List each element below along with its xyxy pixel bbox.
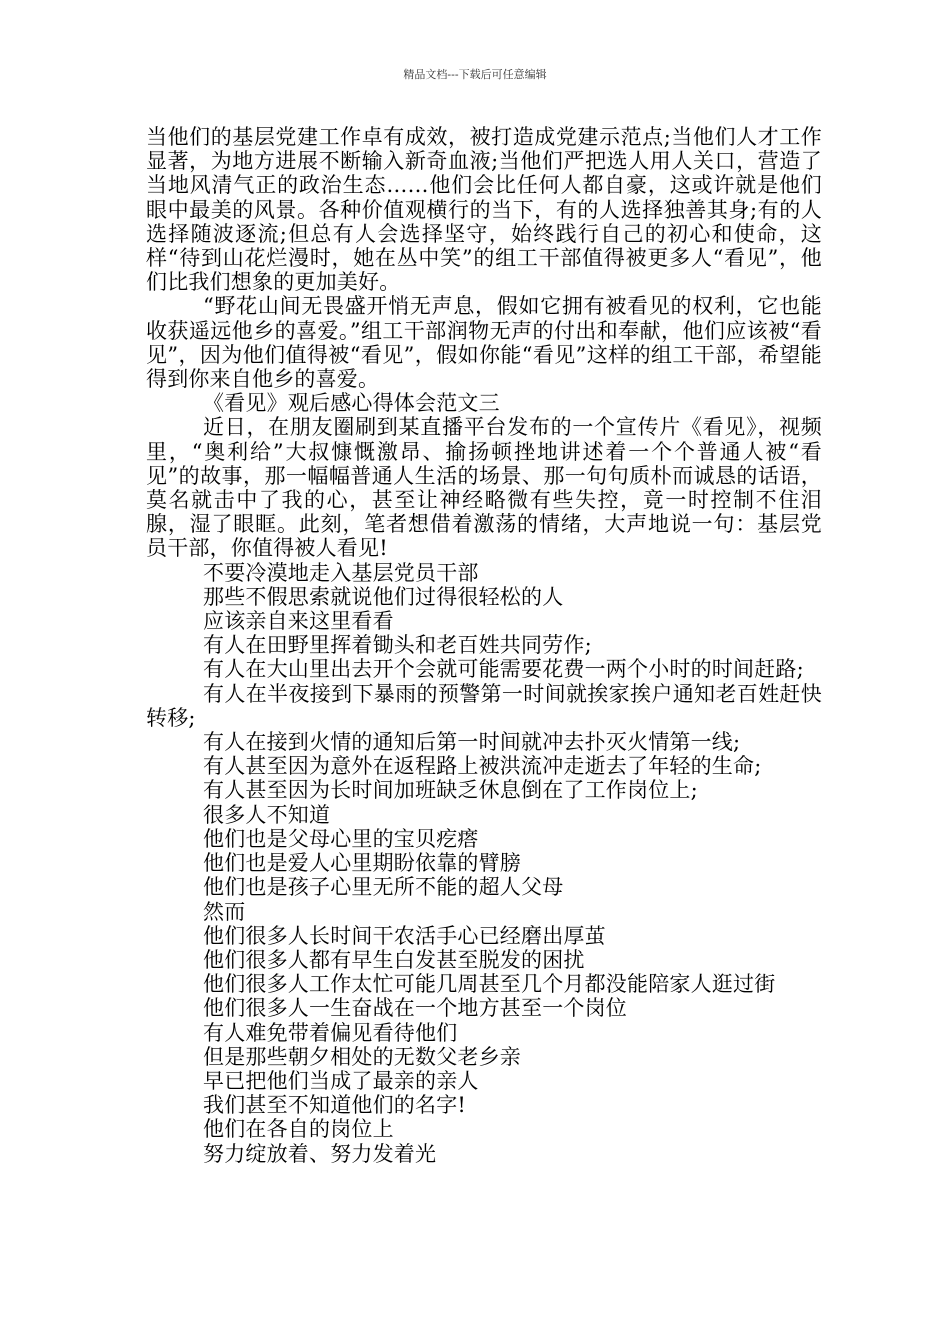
- paragraph: 应该亲自来这里看看: [203, 609, 394, 634]
- paragraph: 他们很多人长时间干农活手心已经磨出厚茧: [203, 923, 606, 948]
- paragraph: 有人在大山里出去开个会就可能需要花费一两个小时的时间赶路;: [203, 657, 804, 682]
- document-body: [146, 125, 822, 1166]
- paragraph: 他们很多人都有早生白发甚至脱发的困扰: [203, 947, 585, 972]
- paragraph: 有人在半夜接到下暴雨的预警第一时间就挨家挨户通知老百姓赶快转移;: [146, 681, 822, 730]
- paragraph: 他们也是孩子心里无所不能的超人父母: [203, 875, 564, 900]
- paragraph: 有人在接到火情的通知后第一时间就冲去扑灭火情第一线;: [203, 730, 741, 755]
- paragraph: 那些不假思索就说他们过得很轻松的人: [203, 584, 564, 609]
- paragraph: “野花山间无畏盛开悄无声息，假如它拥有被看见的权利，它也能收获遥远他乡的喜爱。”组工干部润物无声的付出和奉献，他们应该被“看见”，因为他们值得被“看见”，假如你能“看见”这样的组工干部，希望能得到你来自他乡的喜爱。: [146, 294, 822, 392]
- paragraph: 近日，在朋友圈刷到某直播平台发布的一个宣传片《看见》，视频里，“奥利给”大叔慷慨激昂、揄扬顿挫地讲述着一个个普通人被“看见”的故事，那一幅幅普通人生活的场景、那一句句质朴而诚恳的话语，莫名就击中了我的心，甚至让神经略微有些失控，竟一时控制不住泪腺，湿了眼眶。此刻，笔者想借着激荡的情绪，大声地说一句：基层党员干部，你值得被人看见!: [146, 415, 822, 561]
- paragraph: 不要冷漠地走入基层党员干部: [203, 560, 479, 585]
- paragraph: 有人甚至因为意外在返程路上被洪流冲走逝去了年轻的生命;: [203, 754, 762, 779]
- paragraph: 他们也是父母心里的宝贝疙瘩: [203, 826, 479, 851]
- paragraph: 他们在各自的岗位上: [203, 1117, 394, 1142]
- paragraph: 早已把他们当成了最亲的亲人: [203, 1068, 479, 1093]
- page-header: 精品文档---下载后可任意编辑: [403, 68, 547, 81]
- paragraph: 有人难免带着偏见看待他们: [203, 1020, 458, 1045]
- paragraph: 当他们的基层党建工作卓有成效，被打造成党建示范点;当他们人才工作显著，为地方进展不断输入新奇血液;当他们严把选人用人关口，营造了当地风清气正的政治生态……他们会比任何人都自豪，这或许就是他们眼中最美的风景。各种价值观横行的当下，有的人选择独善其身;有的人选择随波逐流;但总有人会选择坚守，始终践行自己的初心和使命，这样“待到山花烂漫时，她在丛中笑”的组工干部值得被更多人“看见”，他们比我们想象的更加美好。: [146, 125, 822, 295]
- paragraph: 我们甚至不知道他们的名字!: [203, 1093, 467, 1118]
- paragraph: 但是那些朝夕相处的无数父老乡亲: [203, 1044, 521, 1069]
- paragraph: 他们也是爱人心里期盼依靠的臂膀: [203, 851, 521, 876]
- paragraph: 有人甚至因为长时间加班缺乏休息倒在了工作岗位上;: [203, 778, 698, 803]
- paragraph: 很多人不知道: [203, 802, 331, 827]
- paragraph: 有人在田野里挥着锄头和老百姓共同劳作;: [203, 633, 592, 658]
- paragraph: 他们很多人一生奋战在一个地方甚至一个岗位: [203, 996, 627, 1021]
- paragraph: 努力绽放着、努力发着光: [203, 1141, 437, 1166]
- paragraph: 他们很多人工作太忙可能几周甚至几个月都没能陪家人逛过街: [203, 972, 776, 997]
- paragraph: 《看见》观后感心得体会范文三: [203, 391, 500, 416]
- paragraph: 然而: [203, 899, 246, 924]
